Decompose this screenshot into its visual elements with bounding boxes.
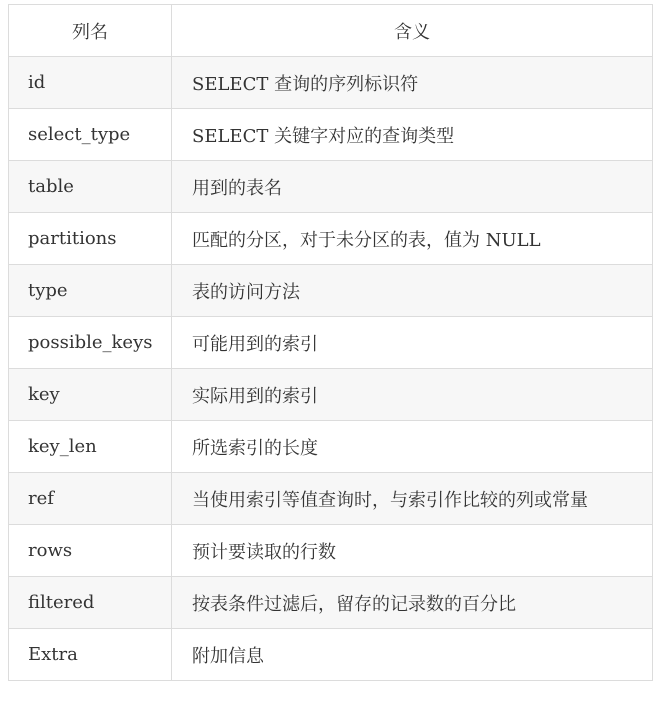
column-name-cell: rows	[9, 525, 172, 577]
table-row	[9, 161, 653, 213]
column-name-cell: partitions	[9, 213, 172, 265]
column-meaning-cell: 按表条件过滤后，留存的记录数的百分比	[172, 577, 653, 629]
column-name-cell: select_type	[9, 109, 172, 161]
table-row	[9, 421, 653, 473]
column-name-cell: Extra	[9, 629, 172, 681]
column-name-cell: key_len	[9, 421, 172, 473]
column-header-meaning: 含义	[172, 5, 653, 57]
column-name-cell: ref	[9, 473, 172, 525]
column-name-cell: table	[9, 161, 172, 213]
table-row	[9, 57, 653, 109]
table-row	[9, 369, 653, 421]
column-name-cell: id	[9, 57, 172, 109]
table-row	[9, 109, 653, 161]
column-meaning-cell: 附加信息	[172, 629, 653, 681]
column-meaning-cell: 匹配的分区，对于未分区的表，值为 NULL	[172, 213, 653, 265]
table-header-row	[9, 5, 653, 57]
column-name-cell: type	[9, 265, 172, 317]
column-name-cell: possible_keys	[9, 317, 172, 369]
table-row	[9, 213, 653, 265]
table-row	[9, 265, 653, 317]
table-row	[9, 577, 653, 629]
table-row	[9, 317, 653, 369]
table-row	[9, 525, 653, 577]
column-meaning-cell: SELECT 关键字对应的查询类型	[172, 109, 653, 161]
column-meaning-cell: 可能用到的索引	[172, 317, 653, 369]
column-meaning-cell: 当使用索引等值查询时，与索引作比较的列或常量	[172, 473, 653, 525]
table-row	[9, 629, 653, 681]
column-meaning-cell: SELECT 查询的序列标识符	[172, 57, 653, 109]
column-name-cell: key	[9, 369, 172, 421]
column-header-name: 列名	[9, 5, 172, 57]
column-meaning-cell: 预计要读取的行数	[172, 525, 653, 577]
table-row	[9, 473, 653, 525]
column-meaning-cell: 用到的表名	[172, 161, 653, 213]
explain-columns-table	[8, 4, 653, 681]
column-name-cell: filtered	[9, 577, 172, 629]
column-meaning-cell: 表的访问方法	[172, 265, 653, 317]
column-meaning-cell: 所选索引的长度	[172, 421, 653, 473]
column-meaning-cell: 实际用到的索引	[172, 369, 653, 421]
